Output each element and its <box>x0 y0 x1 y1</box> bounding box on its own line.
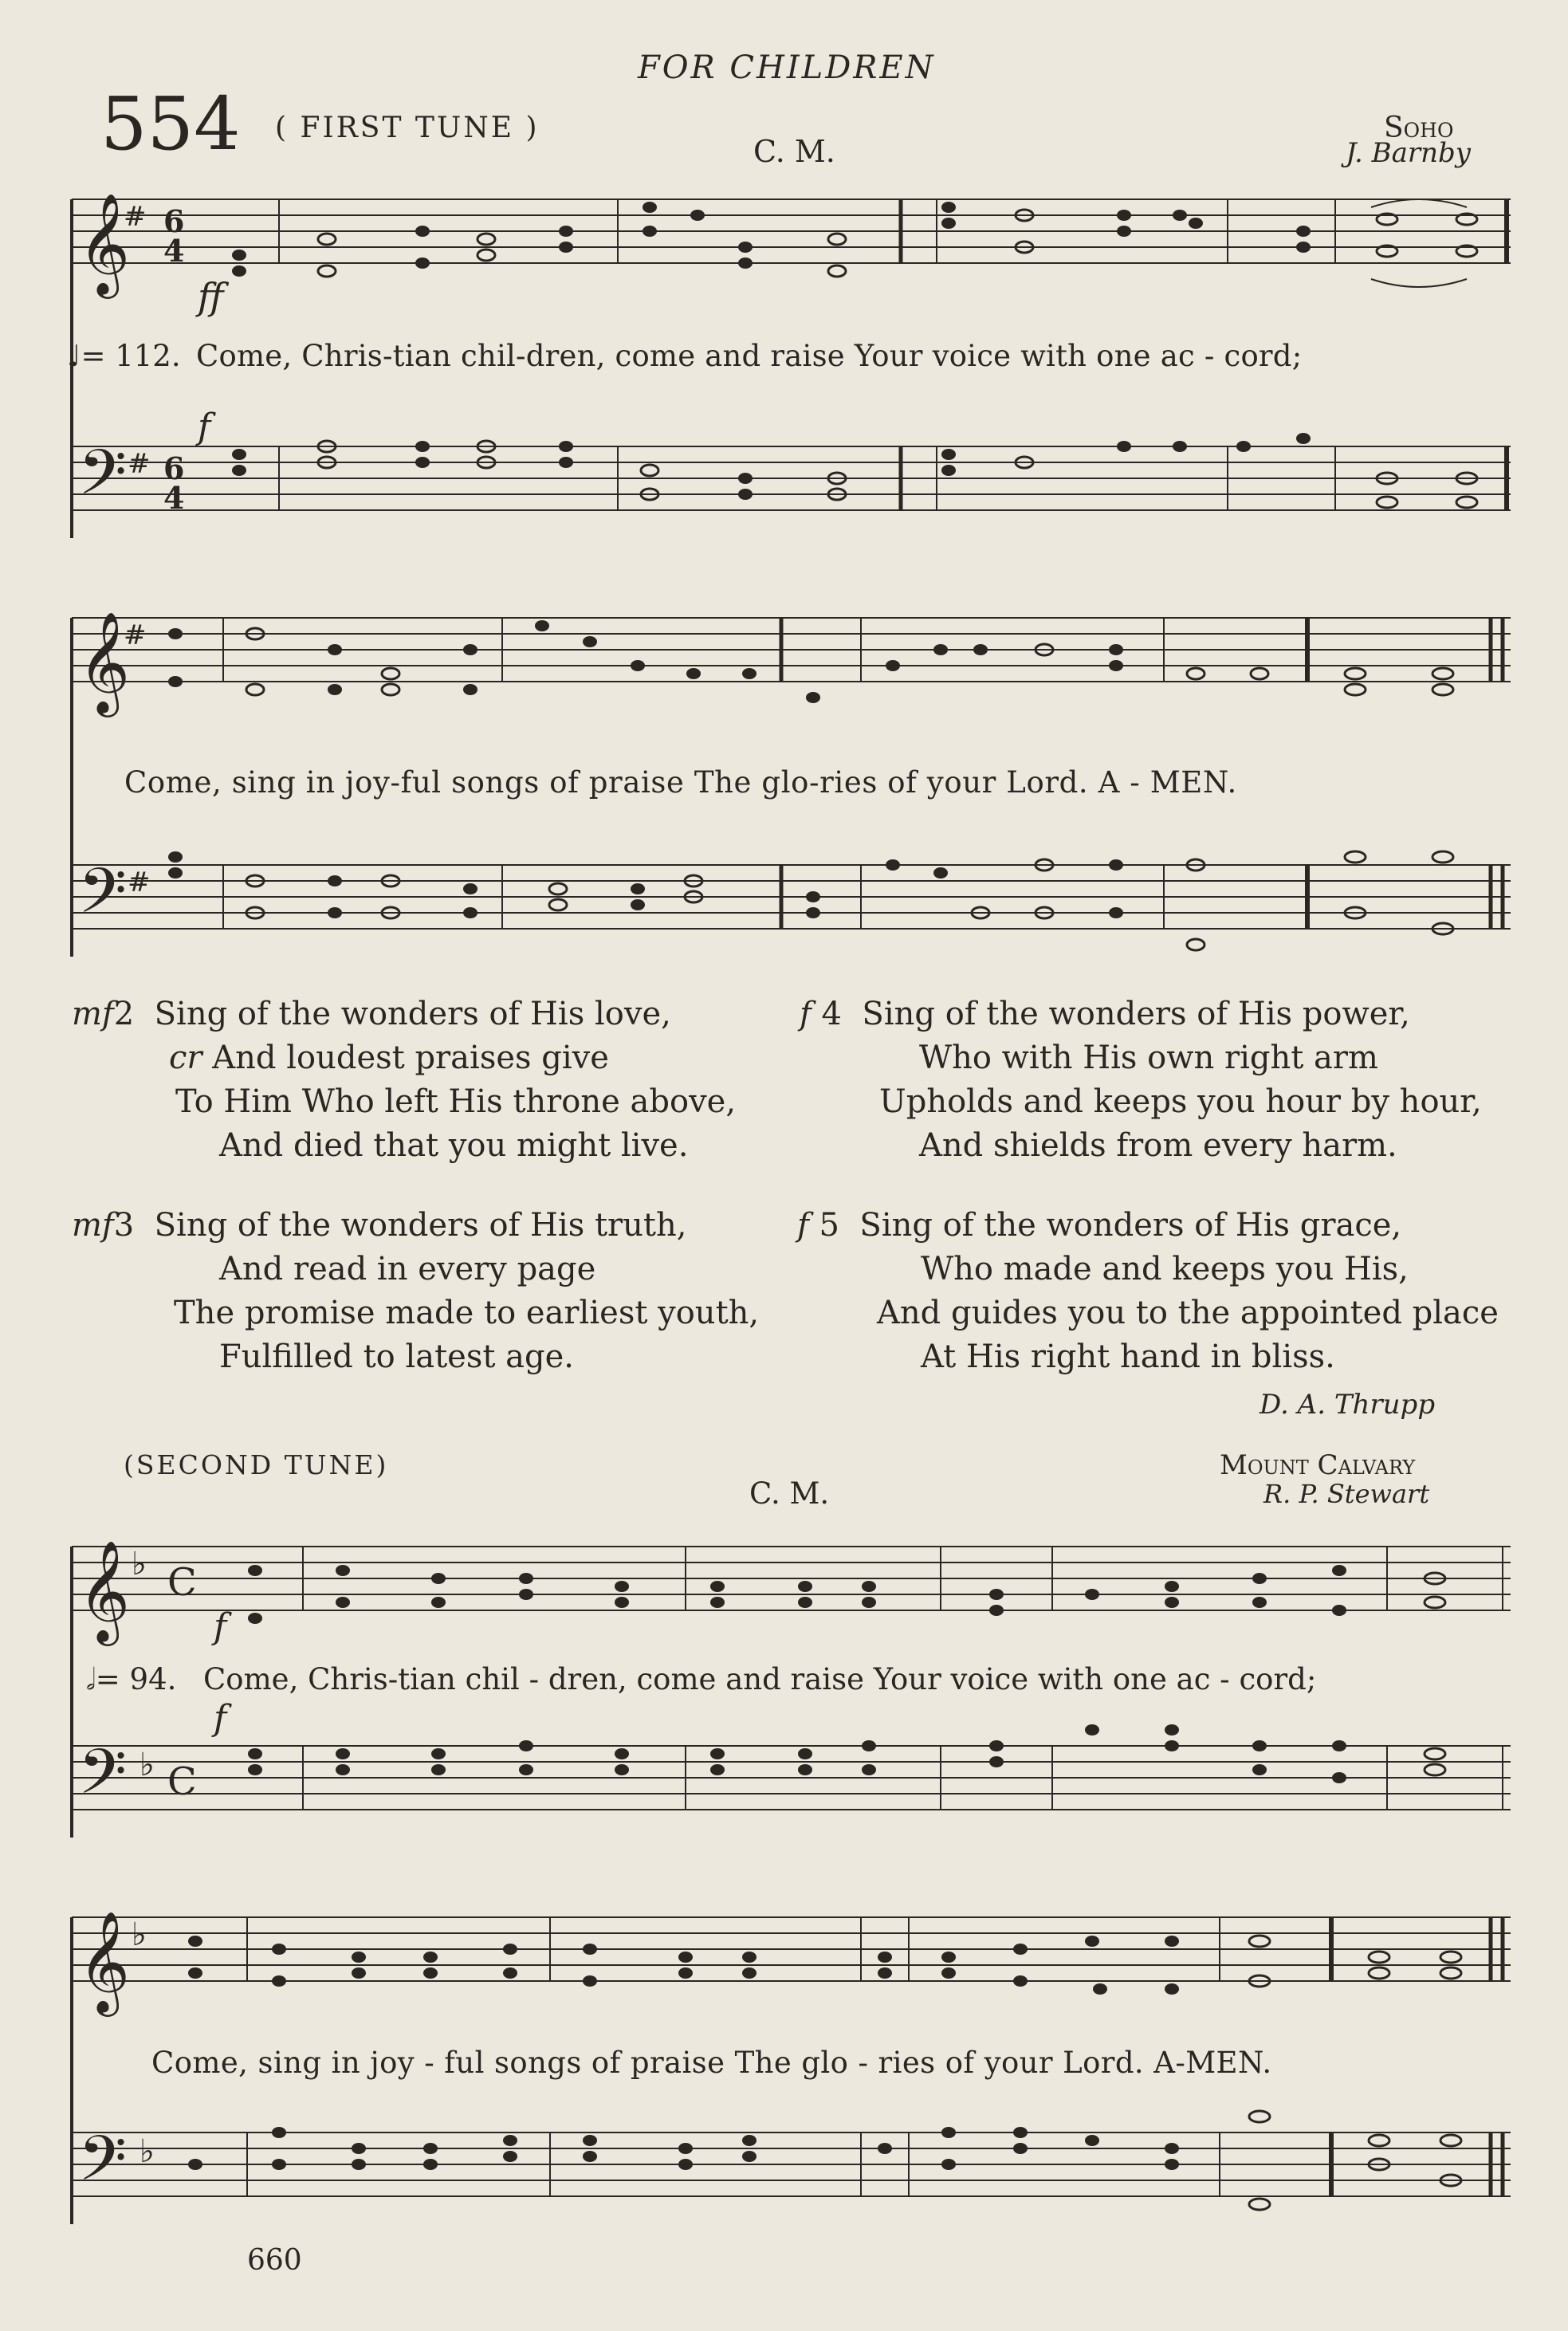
svg-text:♭: ♭ <box>140 1747 155 1783</box>
running-title: FOR CHILDREN <box>638 49 936 86</box>
svg-text:𝄞: 𝄞 <box>78 1539 131 1641</box>
first-tune-lyrics-line-2: Come, sing in joy-ful songs of praise The glo-ries of your Lord. A - MEN. <box>124 765 1237 800</box>
svg-text:6: 6 <box>163 450 185 486</box>
hymn-number: 554 <box>100 81 241 167</box>
first-tune-dyn-bass: f <box>198 407 211 447</box>
svg-text:#: # <box>124 201 147 233</box>
svg-text:4: 4 <box>163 480 185 516</box>
svg-text:♭: ♭ <box>140 2133 155 2170</box>
svg-text:6: 6 <box>163 203 185 239</box>
svg-text:#: # <box>128 867 151 898</box>
svg-text:𝄞: 𝄞 <box>78 1910 131 2012</box>
page-number: 660 <box>247 2244 302 2277</box>
svg-text:𝄢: 𝄢 <box>78 1736 128 1824</box>
second-tune-composer: R. P. Stewart <box>1263 1479 1430 1509</box>
stanza-3: mf3 Sing of the wonders of His truth, And read in every page The promise made to earliest youth, Fulfilled to latest age. <box>72 1207 760 1375</box>
second-tune-meter: C. M. <box>749 1476 830 1511</box>
quarter-note-icon: ♩ <box>67 339 81 373</box>
second-tune-dyn-bass: f <box>214 1698 227 1739</box>
svg-text:𝄢: 𝄢 <box>78 2123 128 2211</box>
second-tune-dyn-top: f <box>214 1606 227 1647</box>
svg-text:#: # <box>128 448 151 480</box>
svg-text:C: C <box>167 1560 197 1605</box>
second-tune-label: (SECOND TUNE) <box>124 1449 389 1480</box>
svg-text:𝄢: 𝄢 <box>78 437 128 525</box>
svg-text:#: # <box>124 619 147 651</box>
second-tune-name: Mount Calvary <box>1220 1449 1416 1481</box>
first-tune-tempo: ♩= 112. <box>67 339 181 373</box>
svg-text:𝄞: 𝄞 <box>78 192 131 294</box>
svg-text:𝄢: 𝄢 <box>78 855 128 943</box>
first-tune-name: Soho <box>1384 112 1454 144</box>
hymn-author: D. A. Thrupp <box>1260 1389 1436 1421</box>
first-tune-meter: C. M. <box>753 134 835 169</box>
first-tune-label: ( FIRST TUNE ) <box>275 112 540 144</box>
first-tune-dyn-top: ff <box>198 275 224 318</box>
half-note-icon: 𝅗𝅥 <box>86 1662 96 1696</box>
first-tune-composer: J. Barnby <box>1346 137 1471 169</box>
second-tune-lyrics-line-2: Come, sing in joy - ful songs of praise The glo - ries of your Lord. A-MEN. <box>151 2046 1272 2080</box>
svg-text:C: C <box>167 1759 197 1804</box>
stanza-5: f 5 Sing of the wonders of His grace, Who made and keeps you His, And guides you to the appointed place At His right hand in bliss. <box>797 1207 1499 1375</box>
second-tune-lyrics-line-1: Come, Chris-tian chil - dren, come and raise Your voice with one ac - cord; <box>203 1662 1317 1696</box>
stanza-4: f 4 Sing of the wonders of His power, Who with His own right arm Upholds and keeps you hour by hour, And shields from every harm. <box>800 996 1482 1164</box>
first-tune-lyrics-line-1: Come, Chris-tian chil-dren, come and raise Your voice with one ac - cord; <box>196 339 1303 373</box>
svg-text:♭: ♭ <box>132 1916 147 1953</box>
svg-text:♭: ♭ <box>132 1546 147 1582</box>
second-tune-tempo: 𝅗𝅥= 94. <box>86 1662 177 1696</box>
stanza-2: mf2 Sing of the wonders of His love, cr And loudest praises give To Him Who left His throne above, And died that you might live. <box>72 996 737 1164</box>
svg-text:𝄞: 𝄞 <box>78 611 131 713</box>
svg-text:4: 4 <box>163 233 185 269</box>
